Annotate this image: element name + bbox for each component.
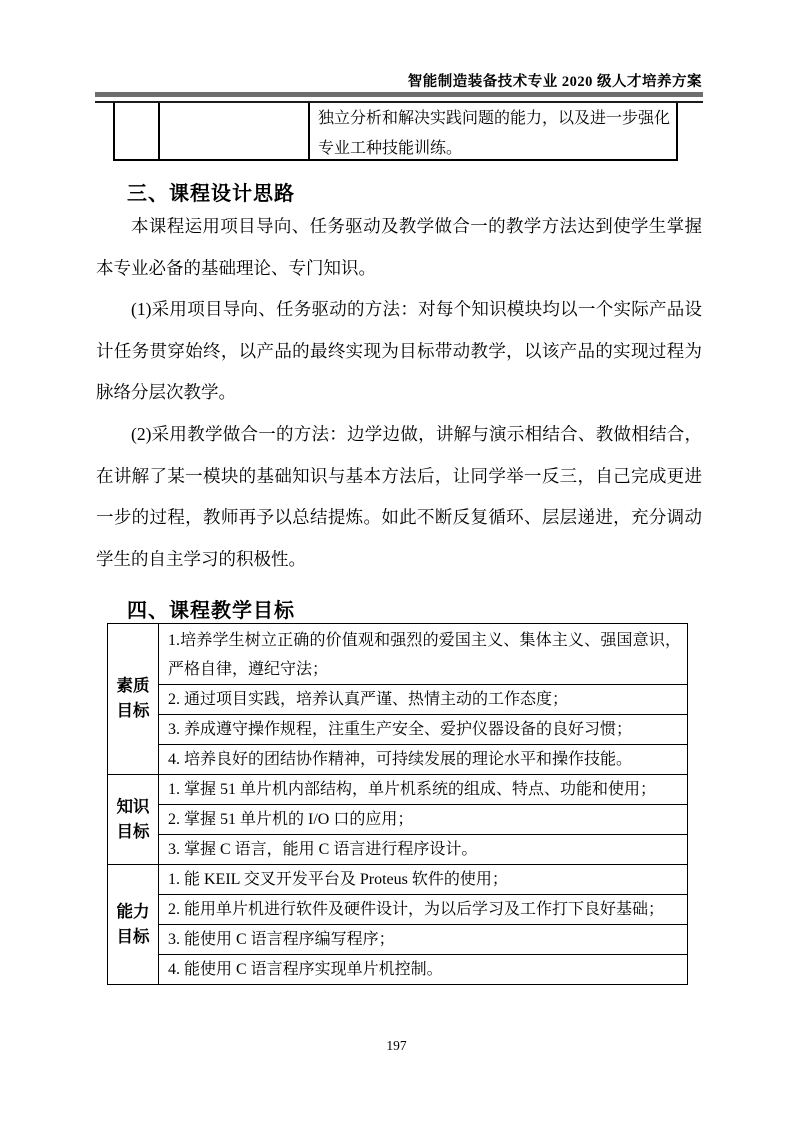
- continuation-table: [113, 103, 678, 161]
- section-heading-teaching-objectives: 四、课程教学目标: [127, 600, 295, 622]
- header-rule-thick: [95, 92, 703, 97]
- goal-item: 2. 掌握 51 单片机的 I/O 口的应用；: [159, 805, 688, 835]
- goal-item: 4. 培养良好的团结协作精神，可持续发展的理论水平和操作技能。: [159, 745, 688, 775]
- goal-label-quality: 素质目标: [108, 624, 159, 775]
- goal-item: 2. 能用单片机进行软件及硬件设计，为以后学习及工作打下良好基础；: [159, 895, 688, 925]
- goal-item: 2. 通过项目实践，培养认真严谨、热情主动的工作态度；: [159, 685, 688, 715]
- table-row: [108, 685, 688, 715]
- continuation-table-cell-text: 独立分析和解决实践问题的能力，以及进一步强化专业工种技能训练。: [318, 110, 671, 157]
- table-row: [108, 715, 688, 745]
- table-row: [108, 745, 688, 775]
- table-row: [108, 955, 688, 985]
- table-row: [108, 925, 688, 955]
- goal-item: 3. 掌握 C 语言，能用 C 语言进行程序设计。: [159, 835, 688, 865]
- goal-item: 1. 掌握 51 单片机内部结构，单片机系统的组成、特点、功能和使用；: [159, 775, 688, 805]
- table-row: [108, 805, 688, 835]
- continuation-table-cell-empty-1: [115, 103, 160, 159]
- section-heading-course-design: 三、课程设计思路: [127, 183, 295, 205]
- goal-item: 1. 能 KEIL 交叉开发平台及 Proteus 软件的使用；: [159, 865, 688, 895]
- body-paragraphs: [96, 206, 702, 580]
- goal-label-knowledge: 知识目标: [108, 775, 159, 865]
- table-row: [108, 895, 688, 925]
- paragraph-method-1: (1)采用项目导向、任务驱动的方法：对每个知识模块均以一个实际产品设计任务贯穿始终，以产品的最终实现为目标带动教学，以该产品的实现过程为脉络分层次教学。: [96, 299, 702, 403]
- objectives-table: [107, 623, 688, 985]
- table-row: [108, 775, 688, 805]
- goal-item: 3. 能使用 C 语言程序编写程序；: [159, 925, 688, 955]
- paragraph-intro: 本课程运用项目导向、任务驱动及教学做合一的教学方法达到使学生掌握本专业必备的基础理论、专门知识。: [96, 216, 702, 278]
- running-header: 智能制造装备技术专业 2020 级人才培养方案: [407, 74, 702, 90]
- table-row: [108, 865, 688, 895]
- goal-item: 3. 养成遵守操作规程，注重生产安全、爱护仪器设备的良好习惯；: [159, 715, 688, 745]
- table-row: [108, 624, 688, 685]
- paragraph-method-2: (2)采用教学做合一的方法：边学边做，讲解与演示相结合、教做相结合，在讲解了某一模块的基础知识与基本方法后，让同学举一反三，自己完成更进一步的过程，教师再予以总结提炼。如此不断反复循环、层层递进，充分调动学生的自主学习的积极性。: [96, 423, 702, 569]
- goal-item: 4. 能使用 C 语言程序实现单片机控制。: [159, 955, 688, 985]
- goal-item: 1.培养学生树立正确的价值观和强烈的爱国主义、集体主义、强国意识，严格自律，遵纪守法；: [159, 624, 688, 685]
- goal-label-ability: 能力目标: [108, 865, 159, 985]
- table-row: [108, 835, 688, 865]
- continuation-table-cell-empty-2: [160, 103, 310, 159]
- page-number: 197: [386, 1038, 407, 1053]
